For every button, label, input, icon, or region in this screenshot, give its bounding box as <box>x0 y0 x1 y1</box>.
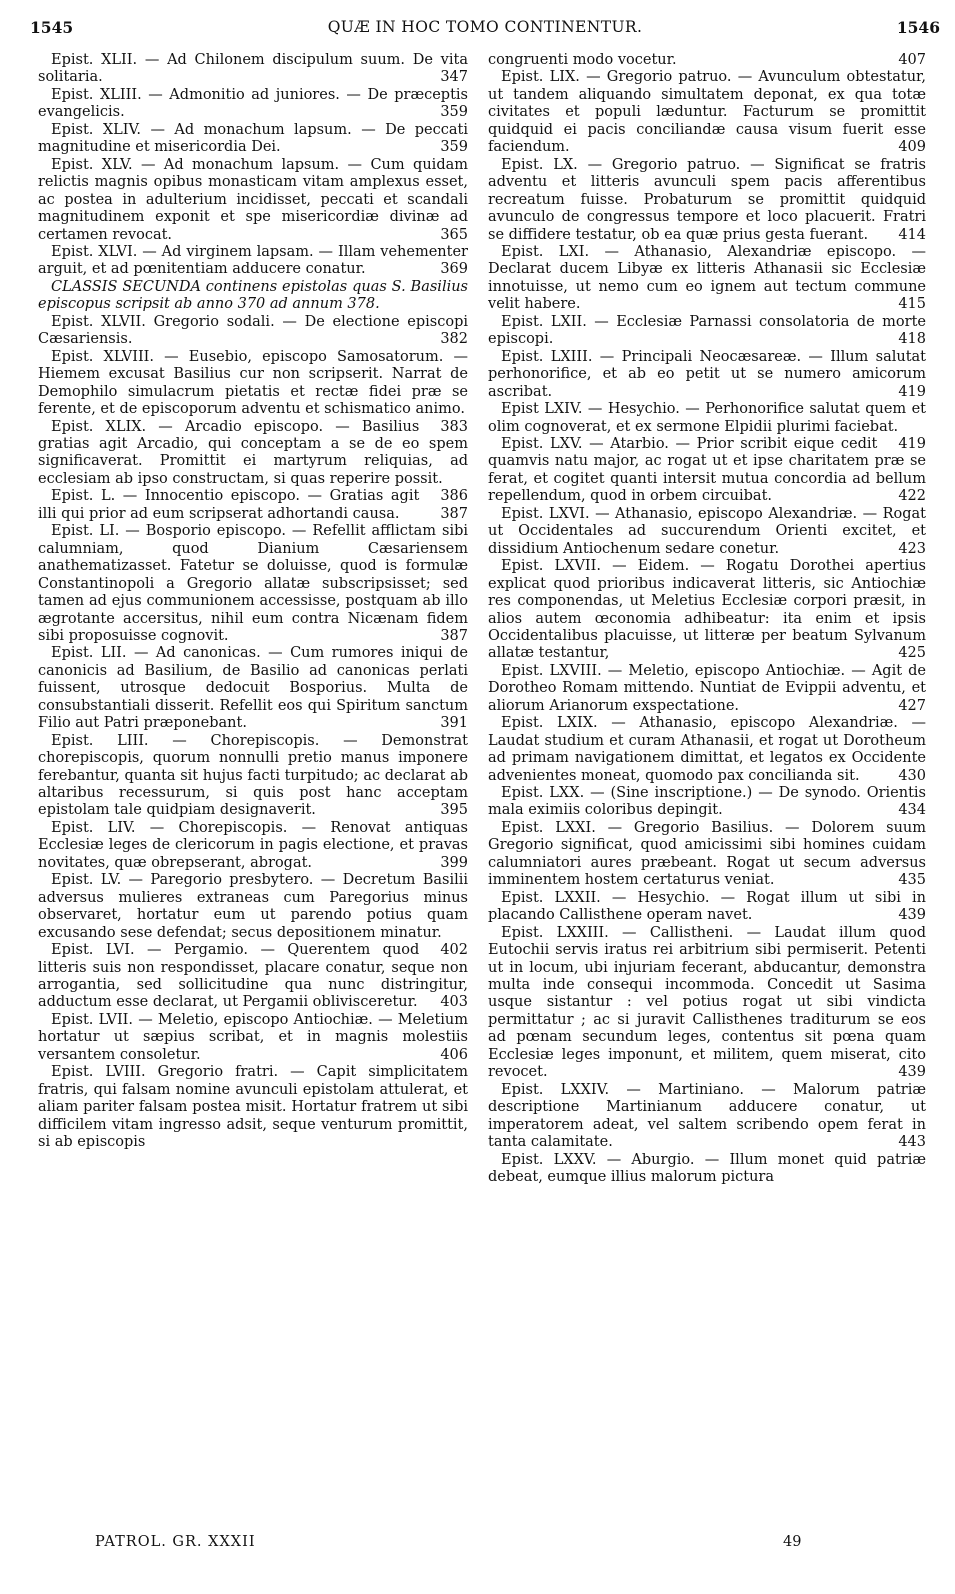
toc-entry <box>488 1082 926 1152</box>
entry-text: Epist. LXII. — Ecclesiæ Parnassi consolatoria de morte episcopi. <box>488 313 926 348</box>
entry-text: Epist. LXI. — Athanasio, Alexandriæ episcopo. — Declarat ducem Libyæ ex litteris Athanasii sic Ecclesiæ innotuisse, ut nemo cum eo ignem aut tectum commune velit habere. <box>488 243 926 313</box>
entry-text: Epist. LVI. — Pergamio. — Querentem quod litteris suis non respondisset, placare conatur, seque non arrogantia, sed sollicitudine qua nunc distringitur, adductum esse declarat, ut Pergamii oblivisceretur. <box>38 942 468 1011</box>
entry-page-number: 403 <box>440 994 468 1011</box>
toc-entry <box>38 645 468 732</box>
toc-entry <box>488 401 926 452</box>
footer-sheet-number: 49 <box>783 1534 802 1550</box>
entry-page-number: 359 <box>440 104 468 121</box>
entry-text: Epist. LII. — Ad canonicas. — Cum rumores iniqui de canonicis ad Basilium, de Basilio ad canonicas perlati fuissent, utrosque dedocuit Bosporius. Multa de consubstantiali disserit. Refellit eos qui Spiritum sanctum Filio aut Patri præponebant. <box>38 645 468 732</box>
entry-page-number: 414 <box>898 226 926 243</box>
entry-text: Epist. LI. — Bosporio episcopo. — Refellit afflictam sibi calumniam, quod Dianium Cæsariensem anathematizasset. Fatetur se doluisse, quod is formulæ Constantinopoli a Gregorio allatæ subscripsisset; sed tamen ad ejus communionem accessisse, postquam ab illo ægrotante accersitus, nihil eum contra Nicænam fidem sibi proposuisse cognovit. <box>38 523 468 644</box>
entry-text: CLASSIS SECUNDA continens epistolas quas S. Basilius episcopus scripsit ab anno 370 ad annum 378. <box>38 278 468 313</box>
entry-page-number: 387 <box>440 627 468 644</box>
toc-entry <box>488 52 926 69</box>
entry-text: Epist. XLVIII. — Eusebio, episcopo Samosatorum. — Hiemem excusat Basilius cur non scripserit. Narrat de Demophilo simulacrum pietatis et rectæ fidei præ se ferente, et de episcoporum adventu et schismatico animo. <box>38 348 468 418</box>
toc-entry <box>38 122 468 157</box>
toc-entry <box>488 349 926 401</box>
entry-page-number: 435 <box>898 872 926 889</box>
entry-page-number: 359 <box>440 139 468 156</box>
entry-page-number: 395 <box>440 802 468 819</box>
entry-page-number: 415 <box>898 296 926 313</box>
entry-text: Epist. LXVIII. — Meletio, episcopo Antiochiæ. — Agit de Dorotheo Romam mittendo. Nuntiat de Evippii adventu, et aliorum Arianorum exspectatione. <box>488 662 926 714</box>
entry-text: Epist. LIX. — Gregorio patruo. — Avunculum obtestatur, ut tandem aliquando simultatem deponat, ex qua totæ civitates et populi læduntur. Facturum se promittit quidquid ei pacis conciliandæ causa visum fuerit esse faciendum. <box>488 69 926 156</box>
toc-entry <box>488 785 926 820</box>
entry-text: Epist. XLIV. — Ad monachum lapsum. — De peccati magnitudine et misericordia Dei. <box>38 121 468 156</box>
toc-entry <box>488 436 926 506</box>
entry-page-number: 387 <box>440 505 468 522</box>
toc-entry <box>488 157 926 244</box>
toc-entry <box>488 69 926 156</box>
toc-entry <box>38 733 468 820</box>
entry-text: Epist. XLVII. Gregorio sodali. — De electione episcopi Cæsariensis. <box>38 313 468 348</box>
entry-text: Epist. LXXIII. — Callistheni. — Laudat illum quod Eutochii servis iratus rei arbitrium sibi permiserit. Petenti ut in locum, ubi injuriam fecerant, abducantur, demonstra multa inde consequi incommoda. Concedit ut Sasima usque sistantur : vel potius rogat ut sibi vindicta permittatur ; ac si juravit Callisthenes traditurum se eos ad pœnam secundum leges, contentus sit pœna quam Ecclesiæ leges imponunt, et militem, quem miserat, cito revocet. <box>488 924 926 1081</box>
right-page-number: 1546 <box>896 18 940 37</box>
entry-page-number: 382 <box>440 331 468 348</box>
running-header <box>30 18 940 42</box>
entry-text: Epist. LXIII. — Principali Neocæsareæ. — Illum salutat perhonorifice, et ab eo petit ut se numero amicorum ascribat. <box>488 348 926 400</box>
entry-text: Epist. LXIX. — Athanasio, episcopo Alexandriæ. — Laudat studium et curam Athanasii, et rogat ut Dorotheum ad primam navigationem dimittat, et legatos ex Occidente advenientes moneat, quomodo pax concilianda sit. <box>488 715 926 784</box>
toc-entry <box>38 348 468 435</box>
toc-entry <box>488 715 926 785</box>
entry-text: Epist. LXX. — (Sine inscriptione.) — De synodo. Orientis mala eximiis coloribus depingit. <box>488 785 926 819</box>
toc-entry <box>488 314 926 349</box>
footer-volume: PATROL. GR. XXXII <box>95 1534 256 1550</box>
entry-page-number: 365 <box>440 226 468 243</box>
entry-text: Epist. LXXIV. — Martiniano. — Malorum patriæ descriptione Martinianum adducere conatur, ut imperatorem adeat, vel saltem scribendo opem ferat in tanta calamitate. <box>488 1081 926 1151</box>
entry-page-number: 418 <box>898 331 926 348</box>
entry-text: Epist. LXVI. — Athanasio, episcopo Alexandriæ. — Rogat ut Occidentales ad succurendum Orienti excitet, et dissidium Antiochenum sedare conetur. <box>488 505 926 557</box>
toc-entry <box>38 872 468 959</box>
entry-text: Epist. XLIII. — Admonitio ad juniores. — De præceptis evangelicis. <box>38 86 468 121</box>
toc-entry <box>488 558 926 663</box>
entry-page-number: 422 <box>898 488 926 505</box>
entry-page-number: 383 <box>440 418 468 435</box>
entry-text: Epist. XLII. — Ad Chilonem discipulum suum. De vita solitaria. <box>38 52 468 86</box>
entry-page-number: 402 <box>440 942 468 959</box>
toc-entry <box>38 1064 468 1151</box>
entry-page-number: 409 <box>898 139 926 156</box>
left-page-number: 1545 <box>30 18 74 37</box>
toc-entry <box>488 506 926 558</box>
toc-entry <box>38 244 468 279</box>
entry-page-number: 425 <box>898 645 926 662</box>
entry-text: Epist. LXXV. — Aburgio. — Illum monet quid patriæ debeat, eumque illius malorum pictura <box>488 1151 926 1185</box>
entry-text: Epist. LX. — Gregorio patruo. — Significat se fratris adventu et litteris avunculi spem pacis afferentibus recreatum fuisse. Probaturum se promittit quidquid avunculo de congressus tempore et loco placuerit. Fratri se diffidere testatur, ob ea quæ prius gesta fuerant. <box>488 156 926 243</box>
toc-entry <box>488 925 926 1082</box>
entry-page-number: 430 <box>898 767 926 784</box>
toc-entry <box>38 52 468 87</box>
entry-page-number: 406 <box>440 1046 468 1063</box>
toc-entry <box>488 663 926 715</box>
entry-text: Epist. XLVI. — Ad virginem lapsam. — Illam vehementer arguit, et ad pœnitentiam adducere conatur. <box>38 243 468 278</box>
entry-page-number: 439 <box>898 907 926 924</box>
entry-text: Epist. LIII. — Chorepiscopis. — Demonstrat chorepiscopis, quorum nonnulli pretio manus imponere ferebantur, quanta sit hujus facti turpitudo; ac declarat ab altaribus recessurum, si quis post hanc acceptam epistolam tale quidpiam designaverit. <box>38 732 468 819</box>
entry-text: Epist. LXXII. — Hesychio. — Rogat illum ut sibi in placando Callisthene operam navet. <box>488 889 926 924</box>
toc-entry <box>38 1012 468 1064</box>
entry-page-number: 407 <box>898 52 926 68</box>
toc-entry <box>38 87 468 122</box>
entry-page-number: 443 <box>898 1134 926 1151</box>
entry-text: Epist. XLV. — Ad monachum lapsum. — Cum quidam relictis magnis opibus monasticam vitam amplexus esset, ac postea in adulterium incidisset, peccati et scandali magnitudinem exponit et spe misericordiæ divinæ ad certamen revocat. <box>38 156 468 243</box>
toc-entry <box>38 488 468 523</box>
entry-page-number: 369 <box>440 261 468 278</box>
entry-text: Epist. LXXI. — Gregorio Basilius. — Dolorem suum Gregorio significat, quod amicissimi sibi homines cuidam calumniatori aures præbeant. Rogat ut secum adversus imminentem hostem certaturus veniat. <box>488 819 926 889</box>
entry-text: Epist. LXV. — Atarbio. — Prior scribit eique cedit quamvis natu major, ac rogat ut et ipse charitatem præ se ferat, et cogitet quanti intersit mutua concordia ad bellum repellendum, quod in orbem circuibat. <box>488 435 926 505</box>
entry-text: Epist. LIV. — Chorepiscopis. — Renovat antiquas Ecclesiæ leges de clericorum in pagis electione, et pravas novitates, quæ obrepserant, abrogat. <box>38 819 468 871</box>
entry-page-number: 391 <box>440 715 468 732</box>
entry-text: Epist. LVII. — Meletio, episcopo Antiochiæ. — Meletium hortatur ut sæpius scribat, et in magnis molestiis versantem consoletur. <box>38 1011 468 1063</box>
page-title: QUÆ IN HOC TOMO CONTINENTUR. <box>327 18 643 36</box>
entry-page-number: 419 <box>898 383 926 400</box>
toc-entry <box>488 820 926 890</box>
toc-entry <box>488 244 926 314</box>
toc-entry <box>38 942 468 1012</box>
entry-text: congruenti modo vocetur. <box>488 52 677 68</box>
entry-page-number: 419 <box>898 435 926 452</box>
toc-entry <box>38 314 468 349</box>
entry-text: Epist. LV. — Paregorio presbytero. — Decretum Basilii adversus mulieres extraneas cum Paregorius minus observaret, hortatur eum ut parendo potius quam excusando sese defendat; secus depositionem minatur. <box>38 872 468 941</box>
section-heading <box>38 279 468 314</box>
entry-page-number: 423 <box>898 540 926 557</box>
entry-page-number: 439 <box>898 1064 926 1081</box>
toc-entry <box>488 1152 926 1187</box>
entry-text: Epist. LVIII. Gregorio fratri. — Capit simplicitatem fratris, qui falsam nomine avunculi epistolam attulerat, et aliam pariter falsam postea misit. Hortatur fratrem ut sibi difficilem vitam ingresso adsit, seque venturum promittit, si ab episcopis <box>38 1064 468 1151</box>
right-column <box>488 52 926 1186</box>
entry-text: Epist. LXVII. — Eidem. — Rogatu Dorothei apertius explicat quod prioribus indicaverat litteris, sic Antiochiæ res componendas, ut Meletius Ecclesiæ corpori præsit, in alios autem œconomia adhibeatur: ita enim et ipsis Occidentalibus placuisse, ut litteræ per beatum Sylvanum allatæ testantur, <box>488 558 926 662</box>
left-column <box>38 52 468 1152</box>
entry-text: Epist. L. — Innocentio episcopo. — Gratias agit illi qui prior ad eum scripserat adhortandi causa. <box>38 488 420 522</box>
entry-page-number: 347 <box>440 69 468 86</box>
entry-page-number: 427 <box>898 697 926 714</box>
toc-entry <box>488 890 926 925</box>
toc-entry <box>38 157 468 244</box>
entry-page-number: 399 <box>440 854 468 871</box>
toc-entry <box>38 820 468 872</box>
entry-text: Epist. XLIX. — Arcadio episcopo. — Basilius gratias agit Arcadio, qui conceptam a se de eo spem significaverat. Promittit ei martyrum reliquias, ad ecclesiam ab ipso constructam, si quas reperire possit. <box>38 418 468 487</box>
entry-page-number: 386 <box>440 488 468 505</box>
entry-text: Epist LXIV. — Hesychio. — Perhonorifice salutat quem et olim cognoverat, et ex sermone Elpidii plurimi faciebat. <box>488 401 926 435</box>
toc-entry <box>38 523 468 645</box>
entry-page-number: 434 <box>898 802 926 819</box>
